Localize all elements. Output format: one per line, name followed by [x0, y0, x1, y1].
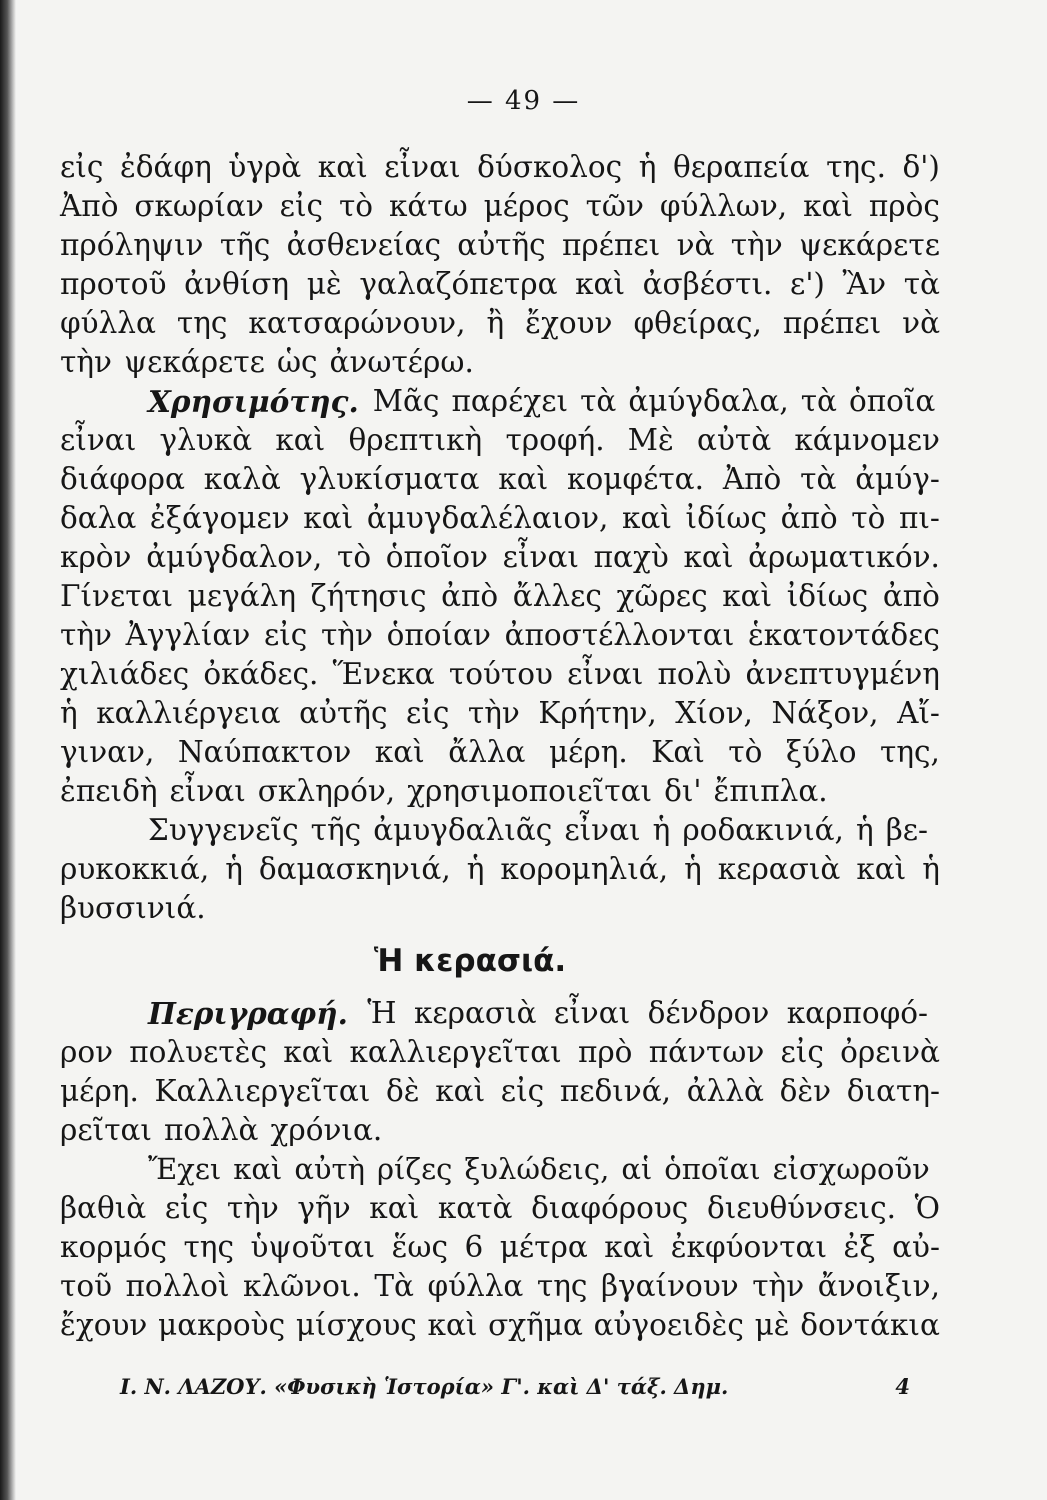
- word: γλυκίσματα: [299, 462, 480, 496]
- word: μέρη.: [60, 1074, 139, 1108]
- word: ἀμύγ-: [855, 462, 940, 496]
- word: κλῶνοι.: [242, 1269, 361, 1303]
- word: εἰς: [164, 1191, 209, 1225]
- word: καὶ: [722, 579, 773, 613]
- word: Ἡ: [367, 996, 397, 1030]
- word: καὶ: [621, 501, 672, 535]
- footer-book-title: Ι. Ν. ΛΑΖΟΥ. «Φυσικὴ Ἱστορία» Γ'. καὶ Δ' τάξ. Δημ.: [120, 1374, 729, 1399]
- word: ὁποίαν: [386, 618, 491, 652]
- word: τὰ: [800, 384, 837, 418]
- word: κομφέτα.: [567, 462, 704, 496]
- word: γλυκὰ: [159, 423, 253, 457]
- word: βγαίνουν: [600, 1269, 739, 1303]
- text-line: [60, 499, 940, 538]
- word: σκληρόν,: [257, 774, 396, 808]
- word: εἶναι: [384, 150, 461, 184]
- word: νὰ: [676, 228, 715, 262]
- word: κορμός: [60, 1230, 167, 1264]
- word: μὲ: [306, 267, 342, 301]
- word: τὴν: [226, 1191, 279, 1225]
- word: κερασιὰ: [413, 996, 537, 1030]
- word: καὶ: [575, 267, 626, 301]
- word: κρὸν: [60, 540, 132, 574]
- word: ρυκοκκιά,: [60, 852, 210, 886]
- word: σχῆμα: [488, 1308, 583, 1342]
- word: Ἀγγλίαν: [125, 618, 251, 652]
- word: τὴν: [752, 1269, 805, 1303]
- word: δύσκολος: [477, 150, 623, 184]
- word: ἡ: [922, 852, 940, 886]
- word: εἰς: [406, 696, 450, 730]
- text-line: [60, 811, 940, 850]
- word: 6: [464, 1230, 484, 1264]
- word: ἐκφύονται: [670, 1230, 828, 1264]
- word: εἶναι: [169, 774, 246, 808]
- word: εἶναι: [60, 423, 137, 457]
- word: διαφόρους: [531, 1191, 689, 1225]
- text-line: [60, 343, 940, 382]
- word: πολλὰ: [164, 1113, 259, 1147]
- word: τὸ: [728, 735, 763, 769]
- word: ἔχουν: [525, 306, 613, 340]
- word: Ὁ: [914, 1191, 940, 1225]
- word: ροδακινιά,: [682, 813, 844, 847]
- word: καὶ: [317, 150, 368, 184]
- section-keyword-usefulness: Χρησιμότης.: [148, 384, 359, 419]
- word: βυσσινιά.: [60, 891, 206, 925]
- word: καὶ: [498, 462, 549, 496]
- word: ἰδίως: [685, 501, 767, 535]
- word: μακροὺς: [158, 1308, 286, 1342]
- word: ἐπειδὴ: [60, 774, 158, 808]
- word: πρόληψιν: [60, 228, 204, 262]
- word: βε-: [885, 813, 928, 847]
- word: τούτου: [448, 657, 553, 691]
- word: προτοῦ: [60, 267, 167, 301]
- word: της: [536, 1269, 588, 1303]
- word: φθείρας,: [633, 306, 762, 340]
- word: ἀμυγδαλιᾶς: [373, 813, 553, 847]
- word: τῆς: [219, 228, 271, 262]
- word: διατη-: [846, 1074, 940, 1108]
- text-line: [60, 577, 940, 616]
- word: καὶ: [374, 735, 425, 769]
- word: Ἕνεκα: [332, 657, 435, 691]
- word: πρὸς: [868, 189, 940, 223]
- word: ξυλώδεις,: [464, 1152, 610, 1186]
- word: γῆν: [297, 1191, 351, 1225]
- word: πολὺ: [657, 657, 732, 691]
- word: χῶρες: [616, 579, 708, 613]
- word: τὴν: [60, 618, 112, 652]
- word: ὑγρὰ: [228, 150, 302, 184]
- word: κερασιὰ: [717, 852, 841, 886]
- word: αὐτῆς: [299, 696, 388, 730]
- word: γαλαζόπετρα: [359, 267, 558, 301]
- word: δαλα: [60, 501, 137, 535]
- word: τὴν: [60, 345, 112, 379]
- word: Ἂν: [842, 267, 887, 301]
- word: ἀπὸ: [780, 501, 838, 535]
- word: μέρη.: [548, 735, 628, 769]
- word: ἀνθίση: [184, 267, 290, 301]
- word: ρον: [60, 1035, 114, 1069]
- book-spine-shadow: [0, 0, 16, 1500]
- word: ὀρεινὰ: [840, 1035, 940, 1069]
- word: ἰδίως: [786, 579, 869, 613]
- text-line: [60, 421, 940, 460]
- word: τὴν: [320, 618, 373, 652]
- word: ἀποστέλλονται: [504, 618, 735, 652]
- word: αὐτὴ: [294, 1152, 365, 1186]
- word: ἐξάγομεν: [149, 501, 290, 535]
- word: καὶ: [427, 1308, 478, 1342]
- word: τὸ: [337, 540, 372, 574]
- text-line: [60, 1228, 940, 1267]
- word: βαθιὰ: [60, 1191, 147, 1225]
- word: κατσαρώνουν,: [248, 306, 466, 340]
- word: Μὲ: [627, 423, 674, 457]
- word: ε'): [790, 267, 825, 301]
- word: διευθύνσεις.: [706, 1191, 897, 1225]
- word: ἀσθενείας: [286, 228, 441, 262]
- text-line: [60, 1111, 940, 1150]
- word: εἶναι: [567, 657, 644, 691]
- word: πι-: [898, 501, 940, 535]
- word: καὶ: [803, 189, 854, 223]
- word: μεγάλη: [187, 579, 297, 613]
- word: Καλλιεργεῖται: [154, 1074, 371, 1108]
- page-footer: [120, 1374, 910, 1399]
- text-line: [60, 460, 940, 499]
- word: ξύλο: [785, 735, 857, 769]
- word: καρποφό-: [786, 996, 928, 1030]
- word: αὐ-: [892, 1230, 940, 1264]
- word: χιλιάδες: [60, 657, 190, 691]
- text-line: [60, 1072, 940, 1111]
- text-line: [60, 889, 940, 928]
- word: της,: [880, 735, 940, 769]
- word: της: [183, 1230, 235, 1264]
- word: κάτω: [388, 189, 468, 223]
- word: Κρήτην,: [538, 696, 657, 730]
- word: εἶναι: [502, 540, 579, 574]
- word: κατὰ: [437, 1191, 513, 1225]
- word: ὡς: [276, 345, 318, 379]
- word: ρεῖται: [60, 1113, 153, 1147]
- word: καὶ: [435, 1074, 486, 1108]
- text-line: [60, 655, 940, 694]
- text-line: [60, 1150, 940, 1189]
- word: ἕως: [391, 1230, 448, 1264]
- word: τὰ: [800, 462, 837, 496]
- word: χρόνια.: [270, 1113, 383, 1147]
- word: ἡ: [638, 150, 657, 184]
- word: εἶναι: [564, 813, 641, 847]
- word: αὐτὰ: [697, 423, 772, 457]
- word: ἀνεπτυγμένη: [745, 657, 940, 691]
- word: χρησιμοποιεῖται: [407, 774, 653, 808]
- word: μὲ: [754, 1308, 790, 1342]
- word: καὶ: [233, 1152, 283, 1186]
- word: θεραπεία: [673, 150, 810, 184]
- word: πρέπει: [561, 228, 661, 262]
- word: καὶ: [604, 1230, 655, 1264]
- word: πάντων: [648, 1035, 765, 1069]
- text-line: [60, 694, 940, 733]
- word: ἔπιπλα.: [713, 774, 828, 808]
- word: ἀσβέστι.: [642, 267, 773, 301]
- word: Αἴ-: [897, 696, 940, 730]
- word: ἀμύγδαλα,: [628, 384, 789, 418]
- footer-signature-number: 4: [895, 1374, 910, 1399]
- word: ρίζες: [376, 1152, 453, 1186]
- word: δὲ: [385, 1074, 420, 1108]
- word: θρεπτικὴ: [348, 423, 483, 457]
- word: ἔχουν: [60, 1308, 148, 1342]
- word: ὀκάδες.: [203, 657, 319, 691]
- text-line: [60, 1306, 940, 1345]
- word: τὸ: [338, 189, 374, 223]
- word: Ἔχει: [148, 1152, 222, 1186]
- word: τροφή.: [505, 423, 605, 457]
- word: της.: [826, 150, 886, 184]
- word: καὶ: [369, 1191, 420, 1225]
- word: ἑκατοντάδες: [747, 618, 940, 652]
- word: τῆς: [310, 813, 362, 847]
- word: ὁποῖα: [848, 384, 936, 418]
- word: τὴν: [730, 228, 783, 262]
- word: πολλοὶ: [125, 1269, 230, 1303]
- word: τὸ: [851, 501, 886, 535]
- word: δ'): [902, 150, 940, 184]
- word: φύλλων,: [659, 189, 788, 223]
- word: Μᾶς: [372, 384, 440, 418]
- word: παχὺ: [593, 540, 669, 574]
- body-text: [60, 148, 940, 1345]
- word: Ναύπακτον: [177, 735, 352, 769]
- word: αὐτῆς: [457, 228, 546, 262]
- word: καὶ: [303, 501, 354, 535]
- word: ἡ: [684, 852, 702, 886]
- word: ἢ: [486, 306, 505, 340]
- word: ἀπὸ: [441, 579, 499, 613]
- word: αὐγοειδὲς: [593, 1308, 744, 1342]
- section-heading: Ἡ κερασιά.: [373, 943, 567, 979]
- word: φύλλα: [60, 306, 156, 340]
- word: ἡ: [60, 696, 78, 730]
- word: πεδινά,: [559, 1074, 672, 1108]
- word: διάφορα: [60, 462, 185, 496]
- word: ἄλλα: [448, 735, 526, 769]
- word: εἰς: [780, 1035, 824, 1069]
- word: δι': [664, 774, 702, 808]
- text-line: [60, 265, 940, 304]
- word: Ἀπὸ: [722, 462, 782, 496]
- word: δαμασκηνιά,: [258, 852, 451, 886]
- word: καὶ: [283, 1035, 334, 1069]
- word: τὰ: [903, 267, 940, 301]
- word: Χίον,: [675, 696, 753, 730]
- word: τὴν: [467, 696, 520, 730]
- text-line: [60, 1267, 940, 1306]
- word: τῶν: [585, 189, 644, 223]
- word: εἰς: [263, 618, 308, 652]
- word: πρὸ: [577, 1035, 633, 1069]
- text-line: [60, 994, 940, 1033]
- word: δένδρον: [647, 996, 770, 1030]
- word: δὲν: [779, 1074, 832, 1108]
- word: εἰς: [500, 1074, 545, 1108]
- word: καλὰ: [203, 462, 281, 496]
- word: Ἀπὸ: [60, 189, 119, 223]
- word: μίσχους: [295, 1308, 417, 1342]
- word: Τὰ: [374, 1269, 414, 1303]
- word: παρέχει: [451, 384, 569, 418]
- word: ἀρωματικόν.: [748, 540, 940, 574]
- word: ἀμύγδαλον,: [146, 540, 323, 574]
- word: ἡ: [466, 852, 485, 886]
- word: μέρος: [483, 189, 570, 223]
- text-line: [60, 148, 940, 187]
- text-line: [60, 1033, 940, 1072]
- text-line: [60, 187, 940, 226]
- word: ἡ: [652, 813, 671, 847]
- word: τὰ: [580, 384, 617, 418]
- word: εἰσχωροῦν: [772, 1152, 930, 1186]
- word: ἐξ: [843, 1230, 876, 1264]
- word: Γίνεται: [60, 579, 174, 613]
- word: ἀπὸ: [882, 579, 940, 613]
- text-line: [60, 850, 940, 889]
- word: Νάξον,: [771, 696, 879, 730]
- word: καὶ: [856, 852, 907, 886]
- word: ἀνωτέρω.: [329, 345, 474, 379]
- word: εἰς: [60, 150, 104, 184]
- text-line: [60, 538, 940, 577]
- word: Καὶ: [651, 735, 705, 769]
- word: γιναν,: [60, 735, 155, 769]
- word: ἄνοιξιν,: [817, 1269, 940, 1303]
- word: πολυετὲς: [129, 1035, 268, 1069]
- word: ψεκάρετε: [123, 345, 265, 379]
- word: καλλιέργεια: [96, 696, 281, 730]
- word: της: [176, 306, 228, 340]
- word: νὰ: [902, 306, 940, 340]
- word: σκωρίαν: [134, 189, 264, 223]
- text-line: [60, 226, 940, 265]
- word: εἰς: [279, 189, 324, 223]
- word: ἀμυγδαλέλαιον,: [366, 501, 609, 535]
- word: ἐδάφη: [119, 150, 212, 184]
- word: πρέπει: [782, 306, 882, 340]
- word: ζήτησις: [310, 579, 427, 613]
- word: φύλλα: [427, 1269, 524, 1303]
- text-line: [60, 616, 940, 655]
- text-line: [60, 382, 940, 421]
- text-line: [60, 304, 940, 343]
- word: αἱ: [621, 1152, 653, 1186]
- word: καλλιεργεῖται: [349, 1035, 562, 1069]
- word: καὶ: [275, 423, 326, 457]
- word: ὁποῖον: [385, 540, 488, 574]
- word: τοῦ: [60, 1269, 113, 1303]
- page-number: — 49 —: [466, 86, 581, 116]
- text-line: [60, 733, 940, 772]
- word: Συγγενεῖς: [148, 813, 299, 847]
- word: καὶ: [683, 540, 734, 574]
- word: ὁποῖαι: [664, 1152, 761, 1186]
- word: μέτρα: [499, 1230, 588, 1264]
- word: ἄλλες: [512, 579, 602, 613]
- text-line: [60, 772, 940, 811]
- word: εἶναι: [553, 996, 631, 1030]
- word: κορομηλιά,: [500, 852, 669, 886]
- text-line: [60, 1189, 940, 1228]
- word: ὑψοῦται: [250, 1230, 376, 1264]
- word: δοντάκια: [800, 1308, 940, 1342]
- section-keyword-description: Περιγραφή.: [148, 996, 348, 1031]
- word: κάμνομεν: [794, 423, 940, 457]
- word: ἡ: [225, 852, 243, 886]
- word: ἀλλὰ: [686, 1074, 764, 1108]
- word: ψεκάρετε: [798, 228, 940, 262]
- word: ἡ: [855, 813, 874, 847]
